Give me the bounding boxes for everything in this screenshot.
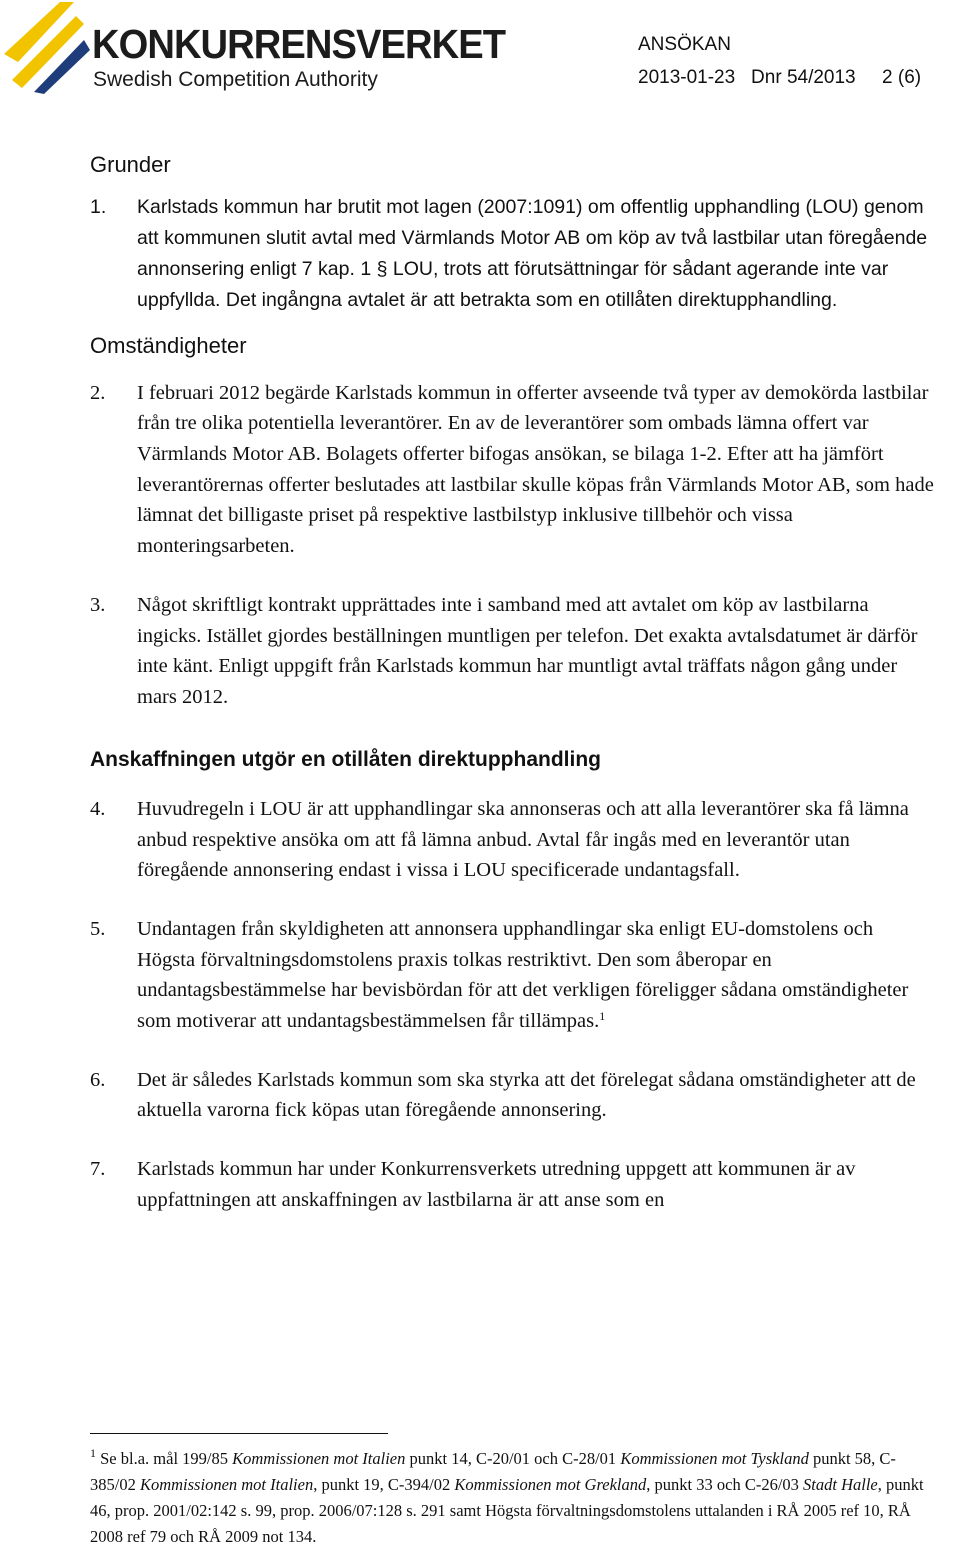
paragraph-number: 2.	[90, 381, 106, 404]
footnote-case-name: Kommissionen mot Italien	[232, 1449, 406, 1468]
document-body	[90, 150, 936, 1216]
footnote-case-name: Kommissionen mot Italien	[139, 1475, 314, 1494]
paragraph-6	[90, 1065, 936, 1126]
org-subtitle: Swedish Competition Authority	[93, 68, 378, 91]
section-heading-anskaffningen: Anskaffningen utgör en otillåten direktupphandling	[90, 747, 601, 771]
paragraph-number: 3.	[90, 593, 106, 616]
footnote-text: , punkt 33 och C-26/03	[646, 1475, 804, 1494]
page-header	[0, 0, 960, 110]
paragraph-text: Karlstads kommun har brutit mot lagen (2007:1091) om offentlig upphandling (LOU) genom att kommunen slutit avtal med Värmlands Motor AB om köp av två lastbilar utan föregående annonsering enligt 7 kap. 1 § LOU, trots att förutsättningar för sådant agerande inte var uppfyllda. Det ingångna avtalet är att betrakta som en otillåten direktupphandling.	[137, 196, 928, 311]
paragraph-2	[90, 378, 936, 562]
paragraph-number: 1.	[90, 196, 107, 219]
paragraph-text: Något skriftligt kontrakt upprättades inte i samband med att avtalet om köp av lastbilarna ingicks. Istället gjordes beställningen muntligen per telefon. Det exakta avtalsdatumet är därför inte känt. Enligt uppgift från Karlstads kommun har muntligt avtal träffats någon gång under mars 2012.	[137, 593, 918, 708]
document-date: 2013-01-23	[638, 67, 736, 88]
paragraph-text: Karlstads kommun har under Konkurrensverkets utredning uppgett att kommunen är av uppfattningen att anskaffningen av lastbilarna är att anse som en	[137, 1158, 856, 1211]
footnote-case-name: Kommissionen mot Grekland	[454, 1475, 647, 1494]
konkurrensverket-logo	[4, 2, 506, 94]
paragraph-number: 4.	[90, 797, 106, 820]
paragraph-text: Det är således Karlstads kommun som ska styrka att det förelegat sådana omständigheter att de aktuella varorna fick köpas utan föregående annonsering.	[137, 1068, 916, 1122]
page-number: 2 (6)	[882, 67, 922, 88]
logo-stripes-icon	[4, 2, 92, 94]
footnote-case-name: Stadt Halle	[803, 1475, 878, 1494]
section-heading-grunder: Grunder	[90, 152, 171, 177]
footnote-text: punkt 58, C-385/02	[90, 1449, 896, 1494]
document-type: ANSÖKAN	[638, 34, 731, 55]
footnote-text: Se bl.a. mål 199/85	[96, 1449, 233, 1468]
paragraph-text: I februari 2012 begärde Karlstads kommun in offerter avseende två typer av demokörda lastbilar från tre olika potentiella leverantörer. En av de leverantörer som ombads lämna offert var Värmlands Motor AB. Bolagets offerter bifogas ansökan, se bilaga 1-2. Efter att ha jämfört leverantörernas offerter beslutades att lastbilar skulle köpas från Värmlands Motor AB, som hade lämnat det billigaste priset på respektive lastbilstyp inklusive tillbehör och vissa monteringsarbeten.	[137, 381, 934, 558]
footnote-text: , punkt 19, C-394/02	[313, 1475, 455, 1494]
footnote-text: punkt 14, C-20/01 och C-28/01	[405, 1449, 621, 1468]
document-dnr: Dnr 54/2013	[751, 67, 856, 88]
paragraph-1	[90, 192, 936, 315]
paragraph-text: Huvudregeln i LOU är att upphandlingar ska annonseras och att alla leverantörer ska få lämna anbud respektive ansöka om att få lämna anbud. Avtal får ingås med en leverantör utan föregående annonsering endast i vissa i LOU specificerade undantagsfall.	[137, 797, 909, 882]
logo-blue-stripe	[34, 40, 90, 94]
document-meta	[638, 68, 921, 87]
footnote	[90, 1446, 940, 1550]
footnote-reference[interactable]: 1	[599, 1009, 606, 1024]
org-name: KONKURRENSVERKET	[92, 21, 506, 67]
paragraph-number: 6.	[90, 1068, 106, 1091]
paragraph-number: 5.	[90, 917, 106, 940]
paragraph-text: Undantagen från skyldigheten att annonsera upphandlingar ska enligt EU-domstolens och Högsta förvaltningsdomstolens praxis tolkas restriktivt. Den som åberopar en undantagsbestämmelse har bevisbördan för att det verkligen föreligger sådana omständigheter som motiverar att undantagsbestämmelsen får tillämpas.	[137, 917, 909, 1033]
paragraph-4	[90, 794, 936, 886]
footnote-marker: 1	[90, 1446, 96, 1460]
footnote-case-name: Kommissionen mot Tyskland	[620, 1449, 809, 1468]
section-heading-omstandigheter: Omständigheter	[90, 333, 247, 359]
paragraph-number: 7.	[90, 1158, 106, 1181]
paragraph-5	[90, 914, 936, 1037]
footnote-divider	[90, 1433, 388, 1434]
paragraph-3	[90, 590, 936, 713]
footnote-text: , punkt 46, prop. 2001/02:142 s. 99, prop. 2006/07:128 s. 291 samt Högsta förvaltningsdomstolens uttalanden i RÅ 2005 ref 10, RÅ 2008 ref 79 och RÅ 2009 not 134.	[90, 1475, 924, 1546]
paragraph-7	[90, 1154, 936, 1215]
